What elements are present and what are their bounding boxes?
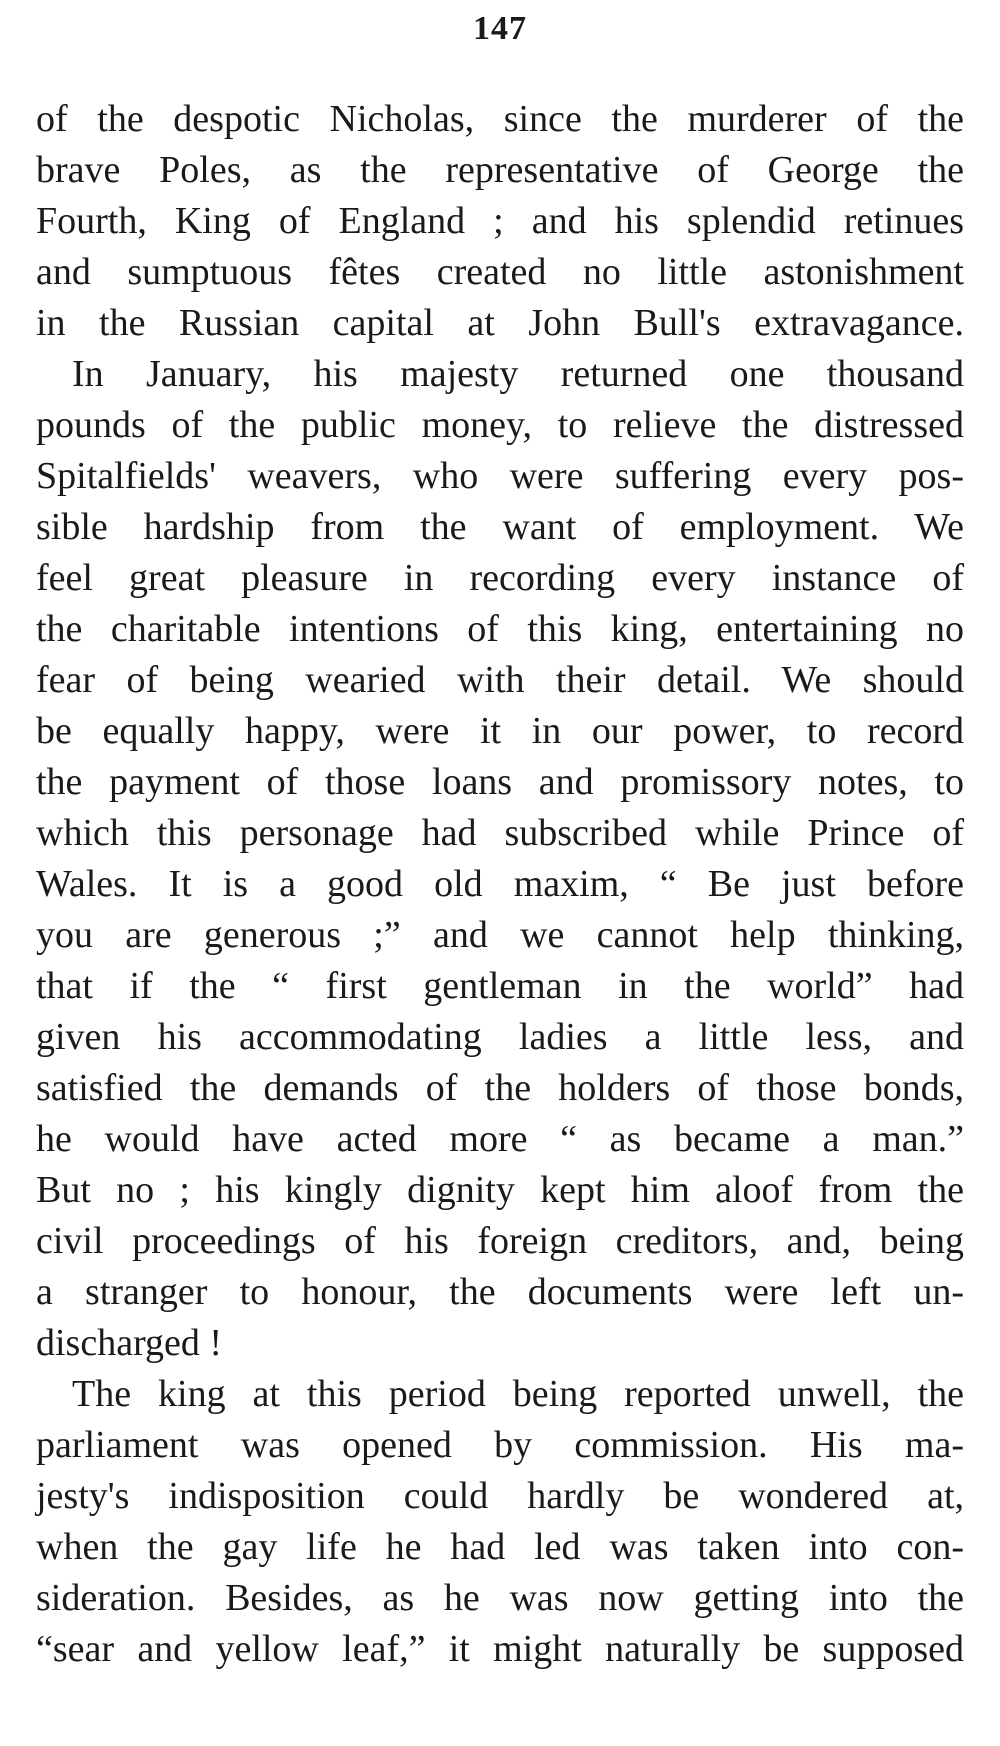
text-line: the payment of those loans and promissory notes, to <box>36 761 964 803</box>
text-line: The king at this period being reported unwell, the <box>72 1373 964 1415</box>
text-line: in the Russian capital at John Bull's extravagance. <box>36 302 964 344</box>
text-line: feel great pleasure in recording every instance of <box>36 557 964 599</box>
text-line: “sear and yellow leaf,” it might naturally be supposed <box>36 1628 964 1670</box>
text-line: jesty's indisposition could hardly be wondered at, <box>36 1475 964 1517</box>
text-line: satisfied the demands of the holders of those bonds, <box>36 1067 964 1109</box>
text-line: Spitalfields' weavers, who were suffering every pos- <box>36 455 964 497</box>
text-line: parliament was opened by commission. His ma- <box>36 1424 964 1466</box>
text-line: given his accommodating ladies a little less, and <box>36 1016 964 1058</box>
text-line: discharged ! <box>36 1322 223 1364</box>
paragraph <box>36 94 964 349</box>
text-line: pounds of the public money, to relieve the distressed <box>36 404 964 446</box>
text-line: brave Poles, as the representative of George the <box>36 149 964 191</box>
text-line: sideration. Besides, as he was now getting into the <box>36 1577 964 1619</box>
page-number: 147 <box>473 10 527 47</box>
text-line: of the despotic Nicholas, since the murderer of the <box>36 98 964 140</box>
paragraph <box>36 1369 964 1675</box>
text-line: and sumptuous fêtes created no little astonishment <box>36 251 964 293</box>
text-line: But no ; his kingly dignity kept him aloof from the <box>36 1169 964 1211</box>
body-text <box>36 94 964 1675</box>
text-line: sible hardship from the want of employment. We <box>36 506 964 548</box>
text-line: that if the “ first gentleman in the world” had <box>36 965 964 1007</box>
text-line: he would have acted more “ as became a man.” <box>36 1118 964 1160</box>
text-line: which this personage had subscribed while Prince of <box>36 812 964 854</box>
text-line: Wales. It is a good old maxim, “ Be just before <box>36 863 964 905</box>
text-line: be equally happy, were it in our power, to record <box>36 710 964 752</box>
text-line: Fourth, King of England ; and his splendid retinues <box>36 200 964 242</box>
text-line: a stranger to honour, the documents were left un- <box>36 1271 964 1313</box>
text-line: civil proceedings of his foreign creditors, and, being <box>36 1220 964 1262</box>
text-line: you are generous ;” and we cannot help thinking, <box>36 914 964 956</box>
text-line: when the gay life he had led was taken into con- <box>36 1526 964 1568</box>
text-line: the charitable intentions of this king, entertaining no <box>36 608 964 650</box>
paragraph <box>36 349 964 1369</box>
text-line: fear of being wearied with their detail. We should <box>36 659 964 701</box>
text-line: In January, his majesty returned one thousand <box>72 353 964 395</box>
